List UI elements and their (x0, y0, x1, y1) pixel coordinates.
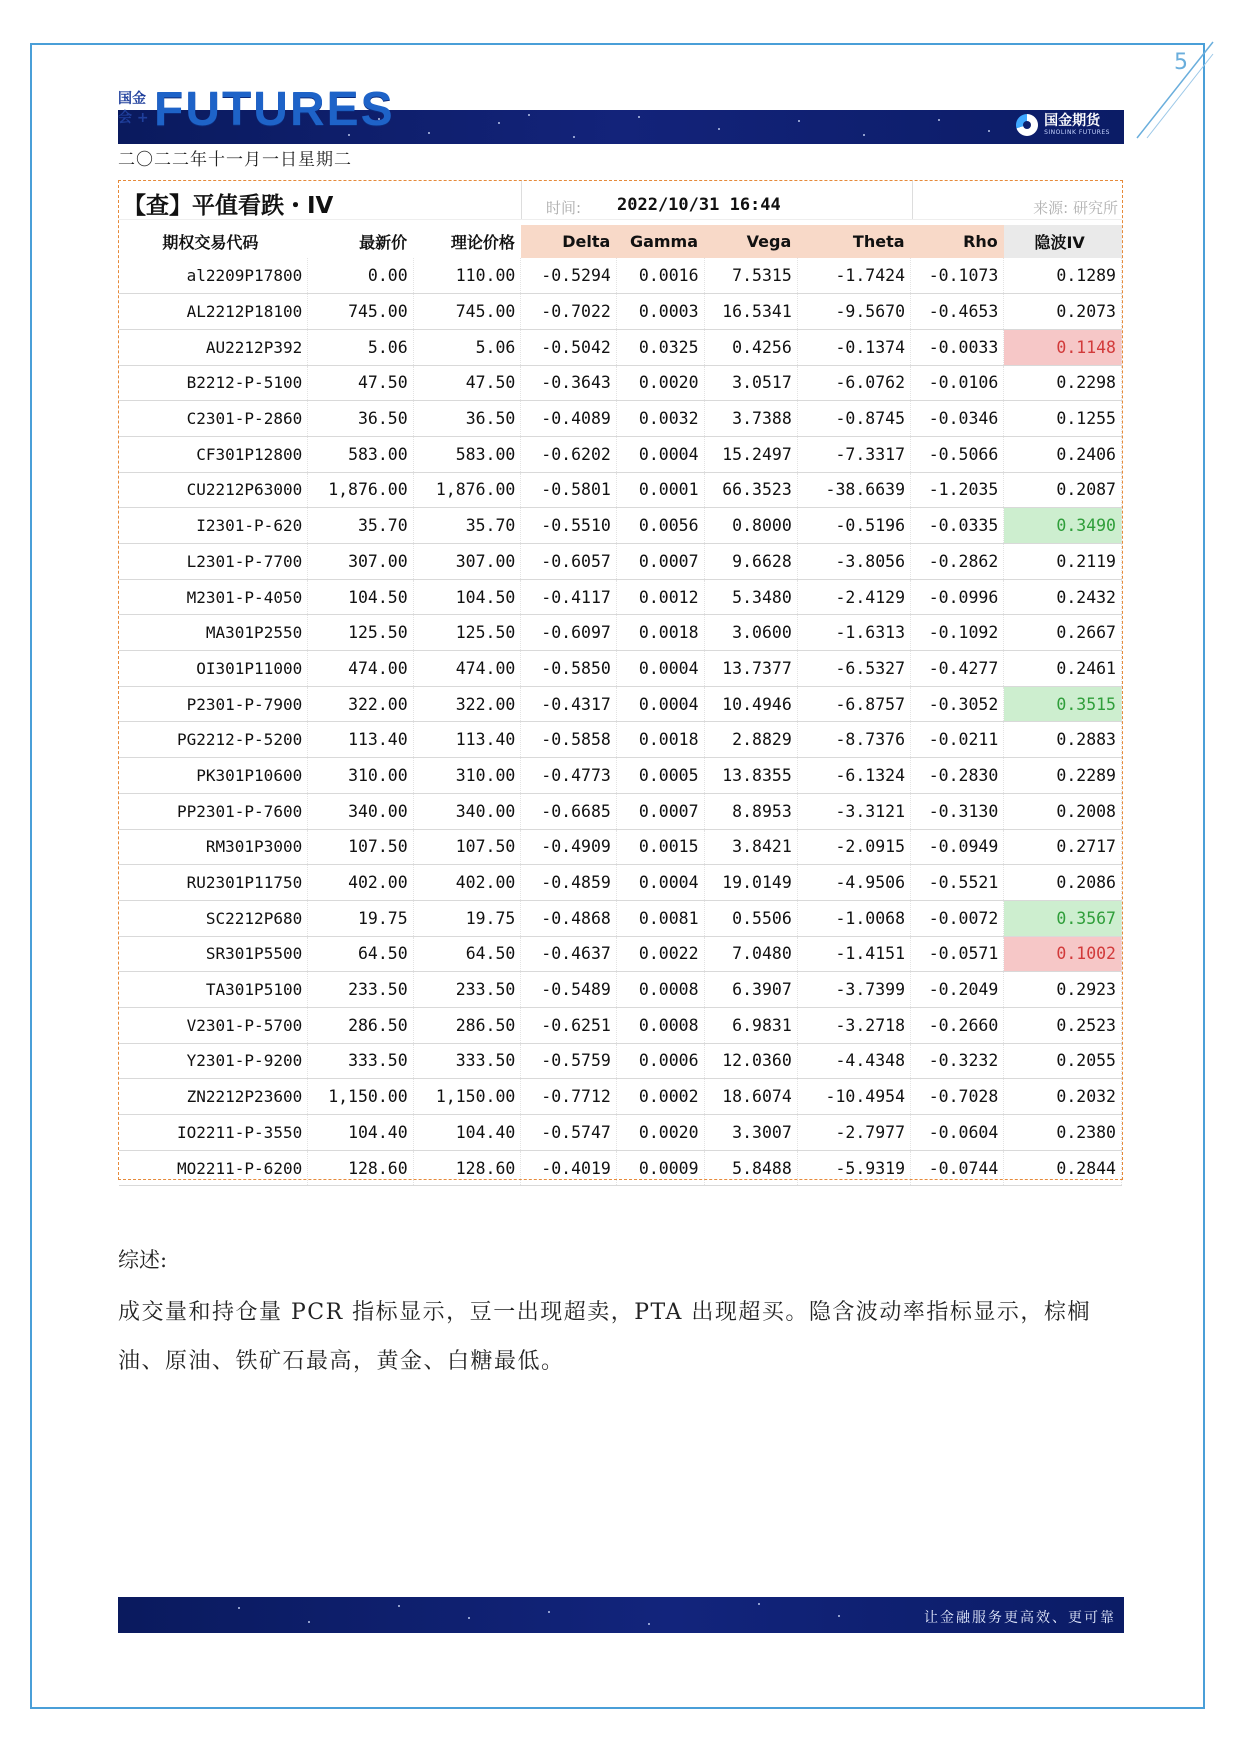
cell-last: 64.50 (308, 936, 413, 972)
cell-code: P2301-P-7900 (119, 686, 308, 722)
cell-gamma: 0.0020 (616, 1115, 704, 1151)
cell-gamma: 0.0007 (616, 544, 704, 580)
cell-rho: -0.5066 (911, 436, 1004, 472)
cell-rho: -0.2660 (911, 1007, 1004, 1043)
cell-gamma: 0.0008 (616, 1007, 704, 1043)
cell-gamma: 0.0003 (616, 294, 704, 330)
cell-last: 1,150.00 (308, 1079, 413, 1115)
cell-code: PG2212-P-5200 (119, 722, 308, 758)
cell-code: OI301P11000 (119, 651, 308, 687)
cell-code: V2301-P-5700 (119, 1007, 308, 1043)
cell-iv: 0.1255 (1004, 401, 1122, 437)
cell-theory: 64.50 (413, 936, 521, 972)
cell-iv: 0.2008 (1004, 793, 1122, 829)
cell-gamma: 0.0002 (616, 1079, 704, 1115)
cell-gamma: 0.0022 (616, 936, 704, 972)
cell-delta: -0.7022 (521, 294, 616, 330)
cell-gamma: 0.0004 (616, 436, 704, 472)
table-row (119, 865, 1122, 901)
cell-last: 0.00 (308, 258, 413, 294)
cell-theory: 745.00 (413, 294, 521, 330)
cell-iv: 0.2923 (1004, 972, 1122, 1008)
cell-vega: 16.5341 (704, 294, 797, 330)
cell-theta: -6.5327 (797, 651, 910, 687)
table-row (119, 365, 1122, 401)
column-header: Rho (911, 225, 1004, 258)
cell-last: 36.50 (308, 401, 413, 437)
cell-vega: 5.3480 (704, 579, 797, 615)
cell-theta: -1.4151 (797, 936, 910, 972)
cell-theory: 47.50 (413, 365, 521, 401)
logo-cn-line2: 会 + (118, 110, 149, 126)
cell-theory: 310.00 (413, 758, 521, 794)
cell-theory: 1,876.00 (413, 472, 521, 508)
table-row (119, 1079, 1122, 1115)
cell-gamma: 0.0005 (616, 758, 704, 794)
cell-vega: 7.0480 (704, 936, 797, 972)
cell-rho: -0.1073 (911, 258, 1004, 294)
cell-delta: -0.5747 (521, 1115, 616, 1151)
cell-iv: 0.2844 (1004, 1150, 1122, 1186)
cell-rho: -0.0744 (911, 1150, 1004, 1186)
cell-code: MA301P2550 (119, 615, 308, 651)
cell-iv: 0.2073 (1004, 294, 1122, 330)
cell-last: 1,876.00 (308, 472, 413, 508)
cell-theta: -6.1324 (797, 758, 910, 794)
cell-iv: 0.2119 (1004, 544, 1122, 580)
cell-iv: 0.2380 (1004, 1115, 1122, 1151)
cell-last: 286.50 (308, 1007, 413, 1043)
logo-cn-line1: 国金 (118, 91, 146, 107)
cell-last: 35.70 (308, 508, 413, 544)
cell-iv: 0.1002 (1004, 936, 1122, 972)
cell-theory: 402.00 (413, 865, 521, 901)
cell-gamma: 0.0004 (616, 686, 704, 722)
table-row (119, 258, 1122, 294)
cell-rho: -0.0571 (911, 936, 1004, 972)
cell-delta: -0.4773 (521, 758, 616, 794)
cell-rho: -1.2035 (911, 472, 1004, 508)
cell-delta: -0.4637 (521, 936, 616, 972)
cell-theta: -1.7424 (797, 258, 910, 294)
cell-iv: 0.2055 (1004, 1043, 1122, 1079)
cell-vega: 6.3907 (704, 972, 797, 1008)
cell-theory: 1,150.00 (413, 1079, 521, 1115)
cell-rho: -0.7028 (911, 1079, 1004, 1115)
cell-iv: 0.2406 (1004, 436, 1122, 472)
cell-theory: 307.00 (413, 544, 521, 580)
logo-futures-text: FUTURES (154, 83, 395, 136)
cell-vega: 3.8421 (704, 829, 797, 865)
cell-gamma: 0.0009 (616, 1150, 704, 1186)
cell-theory: 113.40 (413, 722, 521, 758)
cell-iv: 0.2461 (1004, 651, 1122, 687)
table-header-row (119, 225, 1122, 258)
table-row (119, 722, 1122, 758)
cell-rho: -0.3052 (911, 686, 1004, 722)
cell-rho: -0.0335 (911, 508, 1004, 544)
cell-theta: -7.3317 (797, 436, 910, 472)
column-header: 最新价 (359, 233, 408, 252)
column-header: 期权交易代码 (162, 233, 259, 252)
cell-last: 104.40 (308, 1115, 413, 1151)
cell-vega: 5.8488 (704, 1150, 797, 1186)
cell-vega: 13.7377 (704, 651, 797, 687)
cell-vega: 12.0360 (704, 1043, 797, 1079)
cell-theory: 5.06 (413, 329, 521, 365)
table-row (119, 1115, 1122, 1151)
cell-delta: -0.5801 (521, 472, 616, 508)
cell-last: 745.00 (308, 294, 413, 330)
cell-gamma: 0.0032 (616, 401, 704, 437)
cell-vega: 15.2497 (704, 436, 797, 472)
cell-vega: 3.0517 (704, 365, 797, 401)
column-header: Gamma (616, 225, 704, 258)
table-row (119, 972, 1122, 1008)
cell-theory: 474.00 (413, 651, 521, 687)
cell-theta: -4.4348 (797, 1043, 910, 1079)
cell-rho: -0.0072 (911, 900, 1004, 936)
cell-delta: -0.4019 (521, 1150, 616, 1186)
cell-delta: -0.4909 (521, 829, 616, 865)
cell-theory: 322.00 (413, 686, 521, 722)
cell-theory: 125.50 (413, 615, 521, 651)
cell-theory: 19.75 (413, 900, 521, 936)
cell-delta: -0.6202 (521, 436, 616, 472)
cell-theta: -6.0762 (797, 365, 910, 401)
cell-iv: 0.2032 (1004, 1079, 1122, 1115)
cell-gamma: 0.0006 (616, 1043, 704, 1079)
source-label: 来源: 研究所 (1033, 199, 1118, 217)
cell-vega: 0.8000 (704, 508, 797, 544)
cell-theory: 110.00 (413, 258, 521, 294)
cell-rho: -0.0346 (911, 401, 1004, 437)
cell-gamma: 0.0004 (616, 651, 704, 687)
cell-theta: -2.7977 (797, 1115, 910, 1151)
cell-vega: 19.0149 (704, 865, 797, 901)
cell-last: 125.50 (308, 615, 413, 651)
cell-gamma: 0.0325 (616, 329, 704, 365)
cell-last: 5.06 (308, 329, 413, 365)
cell-vega: 8.8953 (704, 793, 797, 829)
cell-iv: 0.1289 (1004, 258, 1122, 294)
cell-rho: -0.0604 (911, 1115, 1004, 1151)
cell-code: CF301P12800 (119, 436, 308, 472)
cell-theta: -2.0915 (797, 829, 910, 865)
cell-code: Y2301-P-9200 (119, 1043, 308, 1079)
table-row (119, 1150, 1122, 1186)
cell-last: 233.50 (308, 972, 413, 1008)
cell-delta: -0.4317 (521, 686, 616, 722)
column-header: Vega (704, 225, 797, 258)
cell-delta: -0.5042 (521, 329, 616, 365)
cell-delta: -0.6685 (521, 793, 616, 829)
cell-code: M2301-P-4050 (119, 579, 308, 615)
table-row (119, 436, 1122, 472)
cell-vega: 3.3007 (704, 1115, 797, 1151)
page-number: 5 (1174, 50, 1188, 75)
cell-iv: 0.3490 (1004, 508, 1122, 544)
cell-rho: -0.3232 (911, 1043, 1004, 1079)
column-header: 理论价格 (450, 233, 515, 252)
cell-last: 340.00 (308, 793, 413, 829)
cell-theta: -9.5670 (797, 294, 910, 330)
cell-gamma: 0.0016 (616, 258, 704, 294)
cell-gamma: 0.0008 (616, 972, 704, 1008)
iv-table-panel (118, 180, 1123, 1180)
cell-delta: -0.6251 (521, 1007, 616, 1043)
cell-code: RU2301P11750 (119, 865, 308, 901)
cell-iv: 0.2087 (1004, 472, 1122, 508)
footer-band (118, 1597, 1124, 1633)
cell-rho: -0.0033 (911, 329, 1004, 365)
cell-theory: 340.00 (413, 793, 521, 829)
cell-rho: -0.0996 (911, 579, 1004, 615)
cell-last: 107.50 (308, 829, 413, 865)
cell-last: 402.00 (308, 865, 413, 901)
cell-gamma: 0.0012 (616, 579, 704, 615)
iv-table (119, 225, 1122, 1186)
cell-theory: 128.60 (413, 1150, 521, 1186)
cell-rho: -0.2830 (911, 758, 1004, 794)
cell-delta: -0.5294 (521, 258, 616, 294)
cell-rho: -0.0211 (911, 722, 1004, 758)
cell-vega: 9.6628 (704, 544, 797, 580)
table-title: 【查】平值看跌・IV (123, 193, 334, 219)
cell-code: B2212-P-5100 (119, 365, 308, 401)
cell-last: 333.50 (308, 1043, 413, 1079)
logo-cn (118, 90, 152, 128)
cell-theta: -3.3121 (797, 793, 910, 829)
cell-code: PK301P10600 (119, 758, 308, 794)
column-header: Delta (521, 225, 616, 258)
time-cell (521, 181, 913, 219)
cell-rho: -0.3130 (911, 793, 1004, 829)
cell-delta: -0.4868 (521, 900, 616, 936)
cell-gamma: 0.0007 (616, 793, 704, 829)
cell-delta: -0.5858 (521, 722, 616, 758)
cell-theory: 35.70 (413, 508, 521, 544)
cell-vega: 13.8355 (704, 758, 797, 794)
table-row (119, 544, 1122, 580)
cell-delta: -0.4117 (521, 579, 616, 615)
cell-theta: -6.8757 (797, 686, 910, 722)
cell-theory: 107.50 (413, 829, 521, 865)
cell-code: al2209P17800 (119, 258, 308, 294)
cell-theta: -0.5196 (797, 508, 910, 544)
cell-rho: -0.1092 (911, 615, 1004, 651)
cell-code: I2301-P-620 (119, 508, 308, 544)
cell-delta: -0.7712 (521, 1079, 616, 1115)
column-header: 隐波IV (1004, 225, 1122, 258)
cell-delta: -0.5759 (521, 1043, 616, 1079)
cell-code: C2301-P-2860 (119, 401, 308, 437)
cell-gamma: 0.0001 (616, 472, 704, 508)
cell-theory: 583.00 (413, 436, 521, 472)
table-row (119, 686, 1122, 722)
cell-iv: 0.2883 (1004, 722, 1122, 758)
cell-theta: -1.6313 (797, 615, 910, 651)
cell-rho: -0.4653 (911, 294, 1004, 330)
table-row (119, 508, 1122, 544)
cell-theory: 286.50 (413, 1007, 521, 1043)
cell-iv: 0.2086 (1004, 865, 1122, 901)
cell-delta: -0.4089 (521, 401, 616, 437)
cell-vega: 6.9831 (704, 1007, 797, 1043)
cell-vega: 2.8829 (704, 722, 797, 758)
cell-vega: 7.5315 (704, 258, 797, 294)
table-row (119, 900, 1122, 936)
cell-theory: 104.50 (413, 579, 521, 615)
table-row (119, 651, 1122, 687)
cell-last: 310.00 (308, 758, 413, 794)
cell-iv: 0.2717 (1004, 829, 1122, 865)
cell-theta: -1.0068 (797, 900, 910, 936)
cell-code: IO2211-P-3550 (119, 1115, 308, 1151)
table-row (119, 1007, 1122, 1043)
cell-theta: -8.7376 (797, 722, 910, 758)
cell-theta: -0.1374 (797, 329, 910, 365)
table-row (119, 829, 1122, 865)
summary-body: 成交量和持仓量 PCR 指标显示，豆一出现超卖，PTA 出现超买。隐含波动率指标显示，棕榈油、原油、铁矿石最高，黄金、白糖最低。 (118, 1300, 1091, 1374)
cell-gamma: 0.0004 (616, 865, 704, 901)
table-row (119, 401, 1122, 437)
cell-gamma: 0.0018 (616, 722, 704, 758)
cell-last: 113.40 (308, 722, 413, 758)
table-row (119, 294, 1122, 330)
cell-rho: -0.5521 (911, 865, 1004, 901)
cell-last: 104.50 (308, 579, 413, 615)
summary-heading: 综述: (118, 1248, 168, 1272)
cell-theta: -3.8056 (797, 544, 910, 580)
cell-code: PP2301-P-7600 (119, 793, 308, 829)
cell-delta: -0.3643 (521, 365, 616, 401)
footer-slogan: 让金融服务更高效、更可靠 (924, 1610, 1116, 1626)
cell-gamma: 0.0056 (616, 508, 704, 544)
cell-last: 322.00 (308, 686, 413, 722)
cell-vega: 3.0600 (704, 615, 797, 651)
brand-logo (1016, 114, 1110, 136)
cell-last: 128.60 (308, 1150, 413, 1186)
table-row (119, 329, 1122, 365)
cell-rho: -0.4277 (911, 651, 1004, 687)
cell-code: SC2212P680 (119, 900, 308, 936)
table-row (119, 793, 1122, 829)
cell-code: ZN2212P23600 (119, 1079, 308, 1115)
time-value: 2022/10/31 16:44 (617, 195, 781, 215)
cell-rho: -0.2049 (911, 972, 1004, 1008)
cell-vega: 10.4946 (704, 686, 797, 722)
cell-iv: 0.1148 (1004, 329, 1122, 365)
table-row (119, 936, 1122, 972)
cell-theta: -10.4954 (797, 1079, 910, 1115)
cell-theta: -38.6639 (797, 472, 910, 508)
cell-iv: 0.3515 (1004, 686, 1122, 722)
cell-delta: -0.4859 (521, 865, 616, 901)
cell-last: 307.00 (308, 544, 413, 580)
cell-theory: 36.50 (413, 401, 521, 437)
cell-rho: -0.0949 (911, 829, 1004, 865)
cell-last: 583.00 (308, 436, 413, 472)
cell-theta: -2.4129 (797, 579, 910, 615)
cell-code: L2301-P-7700 (119, 544, 308, 580)
brand-name-en: SINOLINK FUTURES (1044, 129, 1110, 136)
cell-vega: 0.4256 (704, 329, 797, 365)
cell-theory: 333.50 (413, 1043, 521, 1079)
table-title-row (119, 181, 1122, 220)
cell-gamma: 0.0018 (616, 615, 704, 651)
cell-delta: -0.5489 (521, 972, 616, 1008)
brand-circle-icon (1016, 114, 1038, 136)
cell-delta: -0.5850 (521, 651, 616, 687)
cell-vega: 3.7388 (704, 401, 797, 437)
cell-iv: 0.2523 (1004, 1007, 1122, 1043)
cell-last: 474.00 (308, 651, 413, 687)
cell-gamma: 0.0020 (616, 365, 704, 401)
cell-iv: 0.2298 (1004, 365, 1122, 401)
cell-code: AU2212P392 (119, 329, 308, 365)
cell-iv: 0.2289 (1004, 758, 1122, 794)
cell-last: 19.75 (308, 900, 413, 936)
cell-delta: -0.6057 (521, 544, 616, 580)
cell-code: TA301P5100 (119, 972, 308, 1008)
cell-iv: 0.3567 (1004, 900, 1122, 936)
cell-theta: -4.9506 (797, 865, 910, 901)
cell-code: AL2212P18100 (119, 294, 308, 330)
cell-gamma: 0.0015 (616, 829, 704, 865)
cell-code: RM301P3000 (119, 829, 308, 865)
cell-iv: 0.2667 (1004, 615, 1122, 651)
cell-iv: 0.2432 (1004, 579, 1122, 615)
cell-gamma: 0.0081 (616, 900, 704, 936)
cell-theory: 104.40 (413, 1115, 521, 1151)
cell-vega: 66.3523 (704, 472, 797, 508)
cell-rho: -0.0106 (911, 365, 1004, 401)
cell-theta: -3.2718 (797, 1007, 910, 1043)
table-row (119, 615, 1122, 651)
table-row (119, 472, 1122, 508)
table-row (119, 1043, 1122, 1079)
cell-code: SR301P5500 (119, 936, 308, 972)
cell-vega: 18.6074 (704, 1079, 797, 1115)
table-row (119, 758, 1122, 794)
cell-theta: -0.8745 (797, 401, 910, 437)
cell-vega: 0.5506 (704, 900, 797, 936)
cell-code: CU2212P63000 (119, 472, 308, 508)
cell-delta: -0.6097 (521, 615, 616, 651)
cell-theta: -5.9319 (797, 1150, 910, 1186)
cell-last: 47.50 (308, 365, 413, 401)
cell-theta: -3.7399 (797, 972, 910, 1008)
cell-code: MO2211-P-6200 (119, 1150, 308, 1186)
column-header: Theta (797, 225, 910, 258)
time-label: 时间: (546, 199, 582, 217)
corner-decoration (1135, 40, 1215, 140)
report-date: 二〇二二年十一月一日星期二 (118, 150, 352, 170)
table-row (119, 579, 1122, 615)
brand-name-cn: 国金期货 (1044, 113, 1101, 129)
cell-rho: -0.2862 (911, 544, 1004, 580)
cell-theory: 233.50 (413, 972, 521, 1008)
cell-delta: -0.5510 (521, 508, 616, 544)
